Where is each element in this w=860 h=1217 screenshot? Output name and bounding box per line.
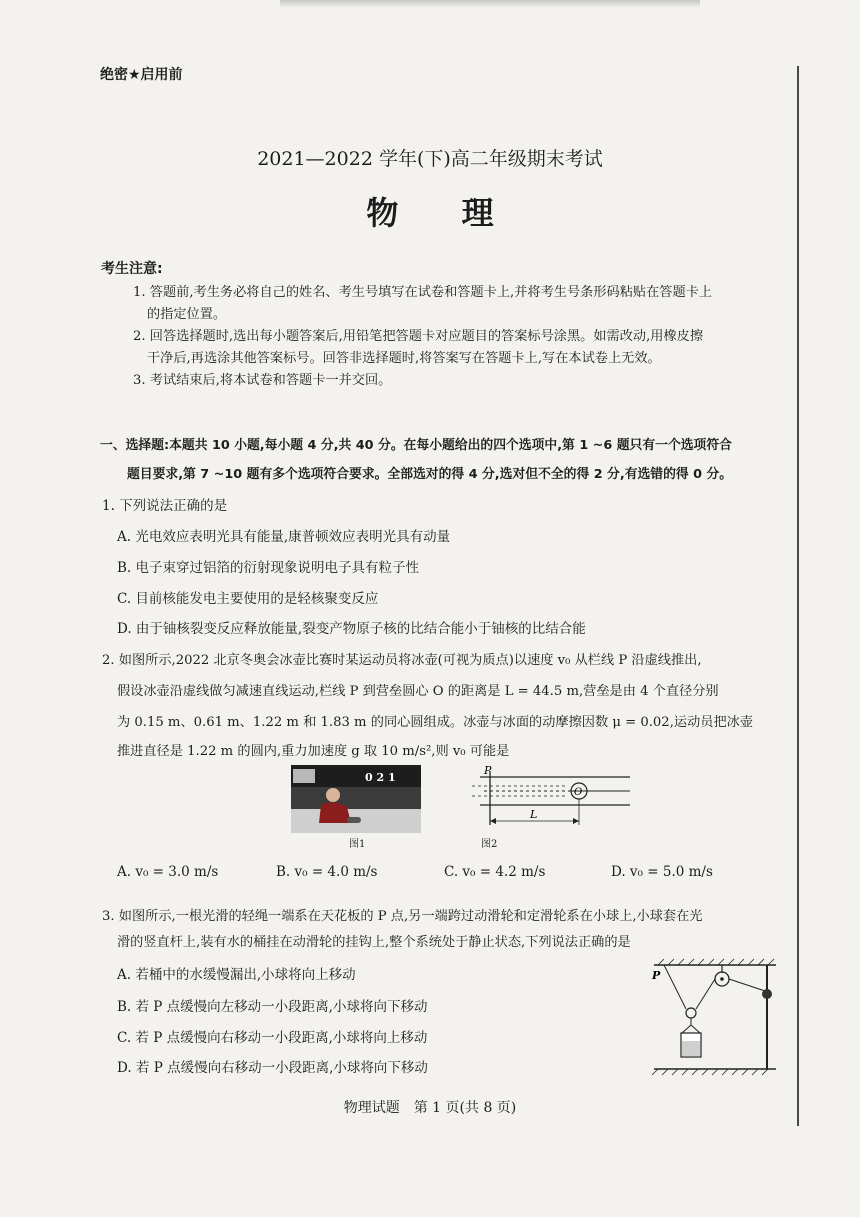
question-3-stem: 3. 如图所示,一根光滑的轻绳一端系在天花板的 P 点,另一端跨过动滑轮和定滑轮系在小球上,小球套在光 xyxy=(102,909,703,924)
question-3-option-a: A. 若桶中的水缓慢漏出,小球将向上移动 xyxy=(117,967,356,983)
question-1-option-c: C. 目前核能发电主要使用的是轻核聚变反应 xyxy=(117,591,379,607)
question-3-option-b: B. 若 P 点缓慢向左移动一小段距离,小球将向下移动 xyxy=(117,999,428,1015)
figure-2-diagram xyxy=(472,765,642,835)
subject-title: 物 理 xyxy=(366,194,520,232)
figure-2-label-p: P xyxy=(484,765,492,777)
question-1-option-b: B. 电子束穿过铝箔的衍射现象说明电子具有粒子性 xyxy=(117,560,420,576)
question-3-pulley-figure xyxy=(650,957,780,1082)
question-3-option-c: C. 若 P 点缓慢向右移动一小段距离,小球将向上移动 xyxy=(117,1030,428,1046)
question-2-stem: 推进直径是 1.22 m 的圆内,重力加速度 g 取 10 m/s²,则 v₀ 可能是 xyxy=(117,744,510,759)
figure-2-label-l: L xyxy=(530,808,538,821)
pulley-label-p: P xyxy=(652,969,661,982)
notice-line: 3. 考试结束后,将本试卷和答题卡一并交回。 xyxy=(133,373,392,388)
question-1-option-a: A. 光电效应表明光具有能量,康普顿效应表明光具有动量 xyxy=(117,529,451,545)
notice-line: 2. 回答选择题时,选出每小题答案后,用铅笔把答题卡对应题目的答案标号涂黑。如需改动,用橡皮擦 xyxy=(133,329,704,344)
confidential-label: 绝密★启用前 xyxy=(100,67,183,83)
figure-1-caption: 图1 xyxy=(349,839,366,850)
question-2-stem: 假设冰壶沿虚线做匀减速直线运动,栏线 P 到营垒圆心 O 的距离是 L = 44.5 m,营垒是由 4 个直径分别 xyxy=(117,684,719,699)
notice-heading: 考生注意: xyxy=(101,261,163,277)
question-2-option-d: D. v₀ = 5.0 m/s xyxy=(611,864,713,880)
ball-on-rod-icon xyxy=(762,989,772,999)
notice-line: 1. 答题前,考生务必将自己的姓名、考生号填写在试卷和答题卡上,并将考生号条形码粘贴在答题卡上 xyxy=(133,285,713,300)
page-footer: 物理试题 第 1 页(共 8 页) xyxy=(343,1100,517,1116)
figure-2-caption: 图2 xyxy=(481,839,498,850)
figure-1-photo xyxy=(291,765,421,833)
question-2-stem: 为 0.15 m、0.61 m、1.22 m 和 1.83 m 的同心圆组成。冰壶与冰面的动摩擦因数 μ = 0.02,运动员把冰壶 xyxy=(117,715,754,730)
section-instructions: 题目要求,第 7 ~10 题有多个选项符合要求。全部选对的得 4 分,选对但不全的得 2 分,有选错的得 0 分。 xyxy=(127,467,733,482)
question-1-option-d: D. 由于铀核裂变反应释放能量,裂变产物原子核的比结合能小于铀核的比结合能 xyxy=(117,621,586,637)
question-3-stem: 滑的竖直杆上,装有水的桶挂在动滑轮的挂钩上,整个系统处于静止状态,下列说法正确的是 xyxy=(117,935,631,950)
figure-2-label-o: O xyxy=(574,787,583,798)
scan-edge-artifact xyxy=(280,0,700,8)
section-instructions: 一、选择题:本题共 10 小题,每小题 4 分,共 40 分。在每小题给出的四个选项中,第 1 ~6 题只有一个选项符合 xyxy=(100,438,732,453)
question-3-option-d: D. 若 P 点缓慢向右移动一小段距离,小球将向下移动 xyxy=(117,1060,428,1076)
notice-line: 的指定位置。 xyxy=(147,307,227,322)
athlete-head-icon xyxy=(326,788,340,802)
exam-title: 2021—2022 学年(下)高二年级期末考试 xyxy=(257,148,603,170)
question-2-stem: 2. 如图所示,2022 北京冬奥会冰壶比赛时某运动员将冰壶(可视为质点)以速度 v₀ 从栏线 P 沿虚线推出, xyxy=(102,653,702,668)
question-2-option-c: C. v₀ = 4.2 m/s xyxy=(444,864,546,880)
question-1-stem: 1. 下列说法正确的是 xyxy=(102,498,228,514)
movable-pulley-icon xyxy=(686,1008,696,1018)
question-2-option-a: A. v₀ = 3.0 m/s xyxy=(117,864,219,880)
figure-1-scoreboard: 0 2 1 xyxy=(365,771,396,784)
notice-line: 干净后,再选涂其他答案标号。回答非选择题时,将答案写在答题卡上,写在本试卷上无效。 xyxy=(147,351,661,366)
question-2-option-b: B. v₀ = 4.0 m/s xyxy=(276,864,378,880)
